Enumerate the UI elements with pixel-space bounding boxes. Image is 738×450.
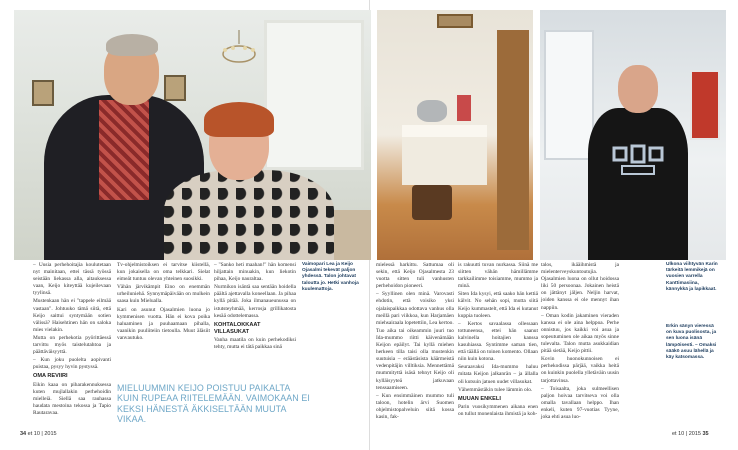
pull-quote: MIELUUMMIN KEIJO POISTUU PAIKALTA KUIN RUPEAA RIITELEMÄÄN. VAIMOKAAN EI KEKSI HÄNESTÄ ÄKKISELTÄÄN MUUTA VIKAA.	[117, 383, 310, 425]
wall-picture	[164, 75, 186, 101]
man-in-room-photo	[540, 10, 726, 260]
body-paragraph: – Oman kodin jakaminen vieraden kanssa ei ole aina helppoa. Perhe onnistuu, jos kaikki voi asua ja sopeutuminen ole aikaa myös sinne tulevalta. Talon mutta asukkaidian pitää sietää, Keijo pittii.	[541, 312, 619, 355]
wall-picture	[32, 80, 54, 106]
photo-caption: Erkin sänyn vieressä on kuva puolisosta, ja sen luona isänä lämpöisesti. – Omaksi sääkö asuu lähellä ja käy katsomassa.	[666, 324, 717, 361]
body-paragraph: Tuo aika tai oikeammin juuri tuo Ida-mummo riitti käivenämään Keijon epäilyt. Tai kyllä miehen herkeen tilla taisi olla mustenkin suutuisia – eräästäsista käärmeistä vedenpitäjin villtiksia. Mennettämä mummityttä isäsä tehnyt Keijo oli kylläisyyteä jatkuvaan tenssaamiseen.	[376, 327, 454, 391]
left-column-3	[214, 262, 296, 352]
cabinet	[497, 30, 529, 250]
issue-label: et 10 | 2015	[672, 431, 701, 437]
body-paragraph: – Toisaalta, joka sulmeellisen paljon hoivaa tarvitseva voi olla omalla tavallaan helppo. Ihan enkeli, kuten 97-vuotias Tyyne, joka ehti asua luo-	[541, 385, 619, 420]
body-paragraph: Parin vuosikymmenen aikana enen on tullut monenlaista ihmistä ja koh-	[458, 403, 538, 417]
chandelier-icon	[219, 30, 259, 80]
section-heading: MUUAN ENKELI	[458, 395, 501, 402]
kitchen-photo	[377, 10, 533, 260]
body-paragraph: Nurmikon isäntä saa sentään hoidella päältä ajettavalla koneellaan. Ja pihaa kyllä pitää. Joka ilmanaueunussa on istutsteyhmää, kerrosja grillikatosta kesää odottelemassa.	[214, 284, 296, 319]
table	[402, 125, 487, 185]
body-paragraph: Mutta on perhekotia pyörittäessä tarvittu myös taistelutahtoa ja päättäväisyyttä.	[33, 334, 111, 356]
body-paragraph: – "Sanko heti maahan!" hän komensi hiljattain minuakin, kun liekotin pihaa, Keijo nauraltaa.	[214, 262, 296, 283]
body-paragraph: Kari on asunut Ojasalmien luona jo kymmenisen vuotta. Hän ei kova poika haluaminen ja puuhaamaan pihalla, vaanikin puuliiteiin tietoulla. Muut äläsiit vanvautuko.	[117, 306, 210, 341]
man-shirt	[99, 100, 149, 200]
window	[264, 20, 364, 170]
right-column-3	[541, 262, 619, 422]
body-paragraph: – Uusia perhehoitajia koulutetaan nyt mainitaan, ettei tässä työssä seistään liekassa alla, aitauksessa vaan, Keijo kiteyttää kujeilevaan tyylinsä.	[33, 262, 111, 297]
man-hair	[106, 34, 158, 56]
page-footer-right	[672, 431, 709, 437]
page-number: 35	[702, 431, 709, 437]
body-paragraph: Kovin huonokunnoisen ei perhekodissa pärjää, vaikka heitä on kuinkin puolella ylletäväin uusin tarjottavinsa.	[541, 356, 619, 384]
page-footer-left	[20, 431, 57, 437]
left-column-2	[117, 262, 210, 343]
body-paragraph: Vähän järvikämpit Eino on enemmän urheiluniehä. Synnymäpäivään on mulkein saasa kuin Mielualla.	[117, 284, 210, 305]
boots	[412, 185, 452, 220]
body-paragraph: talos, ikääihmistä ja mielenterveyskuntoutujia. Ojasalmien luona on ollut hoidossa liki 50 persoonaa. Jokainen heistä on jättänyt jäljen. Neljin harvat, joiden kanssa ei ole mennyt ihan nappiin.	[541, 262, 619, 311]
body-paragraph: Eikin kaaa on piharakennuksessa kuten mujlallakin perhehoidin mielleiä. Siellä saa rauhassa haudata mestoina tekossa ja Tapio Rautaravaa.	[33, 381, 111, 416]
photo-caption: Ulkona viihtyvän Karin tärkeitä lemmikejä on vuosien varrella Kanttimasiina, kännykkä ja lapikkaat.	[666, 262, 718, 292]
couple-photo	[14, 10, 371, 260]
woman-hair	[204, 102, 274, 137]
section-heading: KOHTALOKKAAT VILLASUKAT	[214, 321, 261, 335]
man-head	[618, 65, 658, 113]
body-paragraph: Siten Ida kysyi, että saako hän kettiä kälvit. No sehän sopi, mutta siitä Keijo kummastelt, että Ida ei kutanut kuppia tuoleen.	[458, 291, 538, 319]
left-column-1	[33, 262, 111, 418]
wall-picture	[437, 14, 473, 28]
window	[544, 30, 594, 160]
jar	[457, 95, 471, 121]
right-column-2	[458, 262, 538, 419]
man-figure	[588, 108, 688, 260]
body-paragraph: Mustenkaan hän ei "tappele eilmää vastaan". Johtuuko tämä siitä, että Keijo saittui syntymään sotien välissä? Haisehtinen hän on saloka mies vielakin.	[33, 298, 111, 333]
body-paragraph: – Kertos savaalassa ollessaan tottuneensa, ettei hän saanut kalvinella hoitajien kanssa kasuhiassa. Syntimme saman tien, että täällä on toinen komento. Ollaan niin kuin kotona.	[458, 320, 538, 363]
body-paragraph: is rakuutti tuvan nurkassa. Siinä me siitten vähän hämillämme tarkkailimme toisiamme, mummo ja minä.	[458, 262, 538, 290]
body-paragraph: Tv-ohjelmistoiksen ei tarvitse kiistellä, kun jokaisella on oma telkkari. Sielat eimeät tuntuu olevan yhteinen suosikki.	[117, 262, 210, 283]
pot	[417, 100, 447, 122]
right-column-1	[376, 262, 454, 422]
body-paragraph: Seuraavaksi Ida-mummo haluu mitata Keijon jalkanrän – ja ällalla oli kutsuin jatuen uudet villasukat.	[458, 364, 538, 385]
shirt-print	[608, 140, 668, 180]
woman-figure	[164, 170, 334, 260]
photo-caption: Vaimopari Lea ja Keijo Ojasalmi tekevät paljon yhdessä. Talon johtavat taloutta jo. Hetki vanhoja kuulemattoja.	[302, 262, 359, 292]
body-paragraph: mielessä harkittu. Sattumaa oli sekin, että Keijo Ojasalmesta 23 vuotta sitten tuli vanhusten perhehoidon pioneeri.	[376, 262, 454, 290]
body-paragraph: Vähemmästäkin tulee lämmin olo.	[458, 386, 533, 393]
page-number: 34	[20, 431, 27, 437]
body-paragraph: Vanha maatila on kuin perhekodiksi tehty, mutta ei tätä paikkaa sinä	[214, 336, 296, 351]
issue-label: et 10 | 2015	[27, 431, 57, 437]
body-paragraph: – Syyllinen olen minä. Varovasti ehdotin, että voisiko yksi ojalaispaikkaa odottava vanhus olla meillä pari viikkoa, kun Harjamäen miehsairaala lopetettiin, Lea kertoo.	[376, 291, 454, 326]
body-paragraph: – Kun joku puolelta aopivanti puistaa, pysyy hyvin pystyssä.	[33, 357, 111, 371]
wall-picture	[690, 70, 720, 140]
section-heading: OMA REVIIRI	[33, 373, 68, 380]
body-paragraph: – Kun ensimmäinen mummo tuli taloon, hotelin ärvi Suomen ohjelmistopalveluin siitä kossa kasin, fak-	[376, 392, 454, 420]
